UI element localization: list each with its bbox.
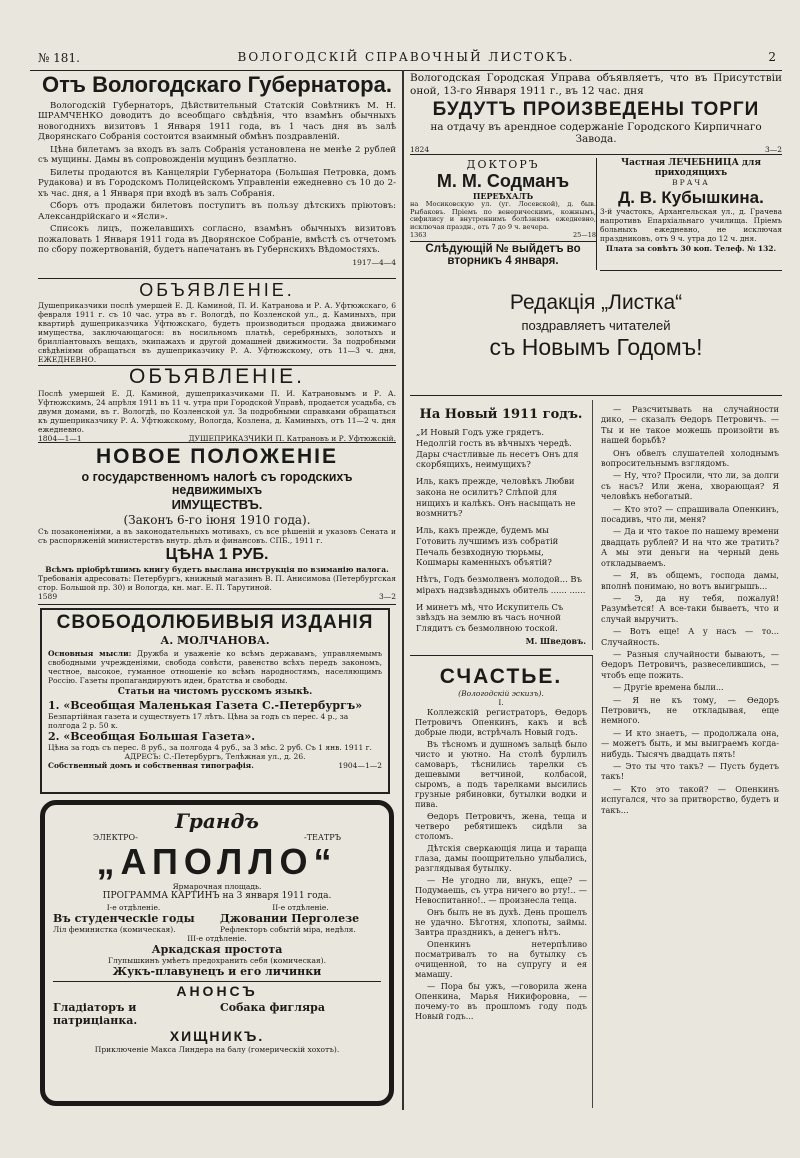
free-item1-desc: Безпартійная газета и существуетъ 17 лѣтъ. Цѣна за годъ съ перес. 4 р., за полгода 2 р. 50 к. (48, 712, 349, 730)
story-p7: Опенкинъ нетерпѣливо посматривалъ то на бутылку съ очищенной, то на супругу и ея мамашу. (415, 939, 587, 979)
poem-stanza5: И минетъ мѣ, что Искупитель Съ звѣздъ на землю въ часъ ночной Глядитъ съ безмолвною тоской. (416, 601, 564, 633)
announcement2-foot-left: 1804—1—1 (38, 434, 82, 443)
doctor-foot-right: 25—18 (572, 231, 596, 240)
story-c11: — Я не къ тому, — Өедоръ Петровичъ, не откладывая, еще немного. (601, 694, 779, 726)
theatre-a3: ХИЩНИКЪ. (169, 1028, 265, 1044)
story-c5: — Да и что такое по нашему времени двадцать рублей? И на что же тратить? А мы эти деньги на черный день откладываемъ. (601, 526, 779, 568)
governor-p5: Списокъ лицъ, пожелавшихъ согласно, взамѣнъ обычныхъ визитовъ пожаловать 1 Января 1911 года въ Дворянское Собраніе, вмѣстѣ съ отчетомъ по сбору пожертвованій, будетъ напечатанъ въ Губернскихъ Вѣдомостяхъ. (38, 224, 396, 256)
story-c4: — Кто это? — спрашивала Опенкинъ, посадивъ, что ли, меня? (601, 503, 779, 525)
next-issue: Слѣдующій № выйдетъ во вторникъ 4 января. (410, 241, 596, 267)
torgi-foot-left: 1824 (410, 145, 430, 155)
story-c14: — Кто это такой? — Опенкинъ испугался, что за притворство, будетъ и такъ... (601, 783, 779, 815)
story-p3: Өедоръ Петровичъ, жена, теща и четверо ребятишекъ сидѣли за столомъ. (415, 811, 587, 841)
torgi-line2: на отдачу въ арендное содержаніе Городского Кирпичнаго Завода. (430, 121, 762, 146)
free-own: Собственный домъ и собственная типографія. (48, 761, 254, 770)
free-line: Статьи на чистомъ русскомъ языкѣ. (117, 687, 313, 697)
clinic-fee: Плата за совѣтъ 30 коп. Телеф. № 132. (605, 243, 777, 253)
story-c7: — Э, да ну тебя, пожалуй! Разумѣется! А все-таки бываетъ, что и случай выручитъ. (601, 592, 779, 624)
theatre-a2: Собака фигляра (220, 1001, 325, 1014)
governor-headline: Отъ Вологодскаго Губернатора. (42, 72, 392, 97)
poem (410, 400, 593, 650)
poem-signature: М. Шведовъ. (525, 635, 586, 646)
governor-p1: Вологодскій Губернаторъ, Дѣйствительный Статскій Совѣтникъ М. Н. ШРАМЧЕНКО доводитъ до всеобщаго свѣдѣнія, что взамѣнъ обычныхъ новогоднихъ визитовъ 1 Января 1911 года, въ 1 часъ дня въ залѣ Дворянскаго Собранія состоится взаимный обмѣнъ поздравленій. (38, 101, 396, 143)
theatre-place: Ярмарочная площадь. (172, 882, 262, 891)
announcement-estate (38, 366, 396, 443)
story-c6: — Я, въ общемъ, господа дамы, вполнѣ понимаю, но вотъ выигрышъ... (601, 570, 779, 591)
law-text: Съ позаконеніями, а въ законодательныхъ мотивахъ, съ все рѣшеній и указовъ Сената и съ распоряженій министерствъ внутр. дѣлъ и финансовъ. СПБ., 1911 г. (38, 527, 396, 545)
doctor-name: М. М. Содманъ (436, 171, 570, 191)
law-foot-left: 1589 (38, 592, 58, 601)
free-editions-ad (40, 608, 390, 794)
story-c10: — Другіе времена были... (613, 682, 724, 693)
law-address: Требованія адресовать: Петербургъ, книжный магазинъ В. П. Анисимова (Петербургская стор. Большой пр. 30) и Вологда, кн. маг. Е. П. Тарутиной. (38, 574, 396, 592)
poem-stanza4: Нѣтъ, Годъ безмолвенъ молодой... Въ мірахъ надзвѣздныхъ обитель ...... ...... (416, 574, 586, 595)
new-year-greeting (410, 275, 782, 396)
torgi-notice (410, 72, 782, 155)
poem-stanza2: Иль, какъ прежде, человѣкъ Любви закона не осилитъ? Слѣпой для нищихъ и калѣкъ. Онъ насыщать не возмнитъ? (416, 476, 576, 519)
announcement-headline: ОБЪЯВЛЕНІЕ. (139, 281, 295, 300)
free-item2: 2. «Всеобщая Большая Газета». (48, 730, 256, 743)
announcement2-headline: ОБЪЯВЛЕНІЕ. (129, 366, 305, 388)
theatre-d1-sub: Ліл феминистка (комическая). (53, 925, 176, 934)
theatre-d1-title: Въ студенческіе годы (53, 912, 195, 925)
theatre-ad (40, 800, 394, 1106)
doctor-label: ДОКТОРЪ (466, 158, 540, 171)
free-lead: Основныя мысли: (48, 649, 132, 658)
governor-p3: Билеты продаются въ Канцеляріи Губернатора (Большая Петровка, домъ Рудакова) и въ Городскомъ Полицейскомъ Управленіи ежедневно съ 10 до 2-хъ час. дня, а 1 Января при входѣ въ залъ Собранія. (38, 167, 396, 199)
greeting-line3: съ Новымъ Годомъ! (489, 334, 703, 360)
newspaper-title: ВОЛОГОДСКІЙ СПРАВОЧНЫЙ ЛИСТОКЪ. (237, 50, 575, 64)
story-p4: Дѣтскія сверкающія лица и тараща глаза, дамы поощрительно улыбались, разглядывая бутылку. (415, 843, 587, 873)
theatre-d3: III-е отдѣленіе. (187, 934, 247, 943)
clinic-text: 3-й участокъ, Архангельская ул., д. Грачева напротивъ Епархіальнаго училища. Пріемъ больныхъ ежедневно, не исключая праздниковъ, отъ 9 ч. утра до 12 ч. дня. (600, 207, 782, 243)
announcement2-foot-right: ДУШЕПРИКАЗЧИКИ П. Катрановъ и Р. Уфтюжскій. (188, 434, 396, 443)
law-price: ЦѢНА 1 РУБ. (165, 546, 269, 563)
theatre-d3-sub: Глупышкинъ умѣетъ предохранить себя (комическая). (108, 956, 326, 965)
free-foot: 1904—1—2 (338, 761, 382, 770)
free-author: А. МОЛЧАНОВА. (160, 634, 270, 647)
free-item2-desc: Цѣна за годъ съ перес. 8 руб., за полгода 4 руб., за 3 мѣс. 2 руб. Съ 1 янв. 1911 г. (48, 743, 372, 752)
greeting-line1: Редакція „Листка“ (509, 291, 683, 314)
theatre-teatr: -ТЕАТРЪ (303, 833, 341, 842)
theatre-d2: II-е отдѣленіе. (272, 903, 329, 912)
story-c2: Онъ обвелъ слушателей холоднымъ вопросительнымъ взглядомъ. (601, 447, 779, 469)
story-title: СЧАСТЬЕ. (439, 665, 563, 688)
free-title: СВОБОДОЛЮБИВЫЯ ИЗДАНІЯ (56, 612, 374, 633)
governor-p2: Цѣна билетамъ за входъ въ залъ Собранія установлена не менѣе 2 рублей съ мущины. Дамы въ сопровожденіи мущинъ безплатно. (38, 144, 396, 166)
page-header (30, 48, 782, 71)
story-p8: — Пора бы ужъ, —говорила жена Опенкина, Марья Никифоровна, — почему-то въ прошломъ году подъ Новый годъ... (415, 981, 587, 1021)
law-subtitle2: ИМУЩЕСТВЪ. (171, 497, 263, 512)
torgi-head: БУДУТЪ ПРОИЗВЕДЕНЫ ТОРГИ (432, 99, 760, 121)
theatre-program: ПРОГРАММА КАРТИНЪ на 3 января 1911 года. (102, 891, 332, 901)
theatre-d3-title: Аркадская простота (151, 943, 283, 956)
poem-stanza1: „И Новый Годъ уже грядетъ. Недолгій гость въ вѣчныхъ чередѣ. Дары счастливые ль несетъ Онъ для скорбящихъ, неимущихъ? (416, 427, 579, 470)
law-date: (Законъ 6-го іюня 1910 года). (123, 513, 311, 527)
theatre-d2-title: Джовании Перголезе (220, 912, 360, 925)
announcement-text: Душеприказчики послѣ умершей Е. Д. Каминой, П. И. Катранова и Р. А. Уфтюжскаго, 6 февраля 1911 г. съ 10 час. утра въ г. Вологдѣ, по Козленской ул., д. Каминыхъ, при квартирѣ душеприказчика Уфтюжскаго, будетъ производиться продажа движимаго имущества, заключающагося: въ носильномъ платьѣ, серебряныхъ, золотыхъ и брилліантовыхъ вещахъ, экипажахъ и другой домашней движимости. За подробными свѣдѣніями обращаться въ душеприказчику Р. А. Уфтюжскому, отъ 11—3 ч. дня, ЕЖЕДНЕВНО. (38, 301, 396, 364)
story-p5: — Не угодно ли, внукъ, еще? — Подумаешь, съ утра ничего во рту!.. — Невоспитанно!.. — произнесла теща. (415, 875, 587, 905)
story-p6: Онъ былъ не въ духѣ. День прошелъ не удачно. Бѣготня, хлопоты, займы. Завтра праздникъ, а денегъ нѣтъ. (415, 907, 587, 937)
story-p2: Въ тѣсномъ и душномъ зальцѣ было чисто и уютно. На столѣ бурлилъ самоваръ, тѣснились тарелки съ дешевыми ветчиной, колбасой, сыромъ, а подъ тарелками высились грузные рябиновки, бутылки водки и пива. (415, 739, 587, 809)
doctor-ad (410, 158, 597, 270)
story-number: I. (498, 698, 504, 707)
theatre-d1: I-е отдѣленіе. (106, 903, 161, 912)
torgi-line1: Вологодская Городская Управа объявляетъ, что въ Присутствіи оной, 13-го Января 1911 г., въ 12 час. дня (410, 72, 782, 98)
law-title: НОВОЕ ПОЛОЖЕНІЕ (95, 445, 338, 468)
governor-p4: Сборъ отъ продажи билетовъ поступитъ въ пользу дѣтскихъ пріютовъ: Александрійскаго и «Ясли». (38, 201, 396, 222)
theatre-electro: ЭЛЕКТРО- (93, 833, 138, 842)
theatre-anons: АНОНСЪ (53, 981, 381, 998)
doctor-foot-left: 1363 (410, 231, 427, 240)
story-c8: — Вотъ еще! А у насъ — то... Случайность. (601, 626, 779, 647)
free-address: АДРЕСЪ: С.-Петербургъ, Телѣжная ул., д. 26. (124, 752, 306, 761)
page-number: 2 (768, 50, 776, 64)
governor-foot: 1917—4—4 (352, 257, 396, 267)
clinic-ad (600, 158, 782, 271)
poem-title: На Новый 1911 годъ. (419, 407, 583, 422)
announcement2-text: Послѣ умершей Е. Д. Каминой, душеприказчиками П. И. Катрановымъ и Р. А. Уфтюжскимъ, 24 апрѣля 1911 въ 11 ч. утра при Городской Управѣ, продается усадьба, съ двумя домами, въ г. Вологдѣ, по Козленской ул. За подробными справками обращаться къ душеприказчику Р. А. Уфтюжскому, Вологда, Козлена, д. Каминыхъ, отъ 11—2 ч. дня ежедневно. (38, 389, 396, 434)
theatre-d3-film: Жукъ-плавунецъ и его личинки (112, 965, 322, 978)
announcement-sale (38, 281, 396, 366)
doctor-moved: ПЕРЕѢХАЛЪ (472, 191, 534, 201)
theatre-d2-sub: Рефлекторъ событій міра, недѣля. (220, 925, 356, 934)
story-c9: — Разныя случайности бываютъ, — Өедоръ Петровичъ, развеселившись, — чтобъ еще пожить. (601, 648, 779, 680)
story-c1: — Разсчитывать на случайности дико, — сказалъ Өедоръ Петровичъ. — Ты и не такое можешь произойти въ нашей борьбѣ? (601, 404, 779, 446)
doctor-text: на Мосиковскую ул. (уг. Лосевской), д. быв. Рыбаковъ. Пріемъ по венерическимъ, кожнымъ, сифилису и внутреннимъ болѣзнямъ ежедневно, исключая праздн., отъ 7 до 9 ч. вечера. (410, 200, 596, 231)
poem-stanza3: Иль, какъ прежде, будемъ мы Готовить лучшимъ изъ собратій Печаль безвходную тюрьмы, Кошмары каменныхъ объятій? (416, 525, 559, 568)
issue-number: № 181. (38, 51, 80, 65)
governor-notice (38, 72, 396, 279)
law-foot-right: 3—2 (378, 592, 396, 601)
story-column1 (410, 655, 593, 1108)
tax-law-ad (38, 444, 396, 605)
clinic-head: Частная ЛЕЧЕБНИЦА для приходящихъ (620, 158, 762, 178)
theatre-a4: Приключеніе Макса Линдера на балу (гомерическій хохотъ). (94, 1045, 340, 1054)
column-divider (402, 70, 404, 1110)
theatre-name: „АПОЛЛО“ (96, 841, 338, 882)
law-note: Всѣмъ пріобрѣтшимъ книгу будетъ выслана инструкція по взиманію налога. (45, 565, 389, 574)
theatre-a1: Гладіаторъ и патриціанка. (53, 1001, 138, 1027)
free-text: Дружба и уваженіе ко всѣмъ державамъ, управляемымъ свободными учрежденіями, свобода совѣсти, равенство всѣхъ передъ закономъ, честное, высокое, гуманное отношеніе ко всѣмъ народностямъ, населяющимъ Россію. Газеты пропагандируютъ идеи, братства и свободы. (48, 649, 383, 685)
story-p1: Коллежскій регистраторъ, Өедоръ Петровичъ Опенкинъ, какъ и всѣ добрые люди, встрѣчалъ Новый годъ. (415, 707, 587, 737)
clinic-name: Д. В. Кубышкина. (618, 188, 764, 207)
story-c13: — Это ты что такъ? — Пусть будетъ такъ! (601, 761, 779, 782)
greeting-line2: поздравляетъ читателей (521, 318, 671, 333)
story-subtitle: (Вологодскій эскизъ). (458, 689, 544, 698)
story-c12: — И кто знаетъ, — продолжала она, — можетъ быть, и мы выиграемъ когда-нибудь. Тысячъ двадцать пять! (601, 727, 779, 759)
theatre-grand: Грандъ (175, 809, 259, 833)
story-c3: — Ну, что? Просили, что ли, за долги съ насъ? Или жена, хворающая? Я человѣкъ небогатый. (601, 470, 779, 502)
torgi-foot-right: 3—2 (764, 145, 782, 155)
story-column2 (598, 400, 782, 1107)
clinic-vracha: ВРАЧА (672, 178, 710, 187)
free-item1: 1. «Всеобщая Маленькая Газета С.-Петербургъ» (48, 699, 363, 712)
law-subtitle: о государственномъ налогѣ съ городскихъ недвижимыхъ (81, 470, 353, 497)
